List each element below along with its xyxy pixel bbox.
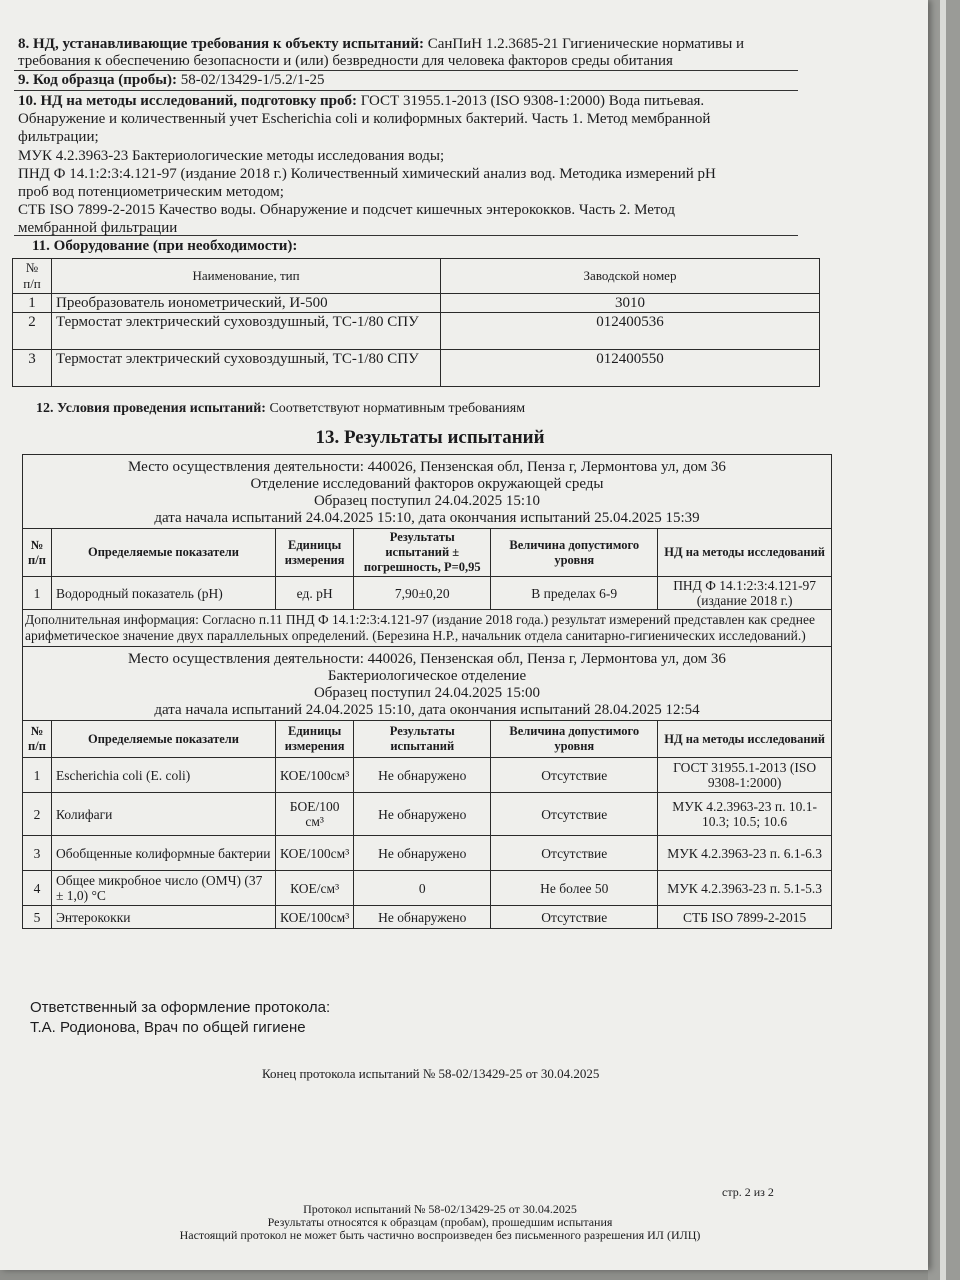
indicator-name: Общее микробное число (ОМЧ) (37 ± 1,0) °С — [52, 871, 276, 906]
section-10-text: ГОСТ 31955.1-2013 (ISO 9308-1:2000) Вода питьевая. — [360, 93, 705, 109]
equipment-serial: 012400536 — [441, 313, 820, 350]
indicator-result: Не обнаружено — [354, 906, 491, 929]
sample-code: 58-02/13429-1/5.2/1-25 — [180, 72, 325, 88]
footer-line: Результаты относятся к образцам (пробам), прошедшим испытания — [267, 1215, 613, 1229]
section-10-label: 10. НД на методы исследований, подготовку проб: — [18, 93, 357, 109]
indicator-result: 7,90±0,20 — [354, 577, 491, 610]
col-number-header: № п/п — [23, 721, 52, 758]
section-10-line: проб вод потенциометрическим методом; — [18, 184, 284, 201]
indicator-unit: КОЕ/100см³ — [276, 758, 354, 793]
footer-line: Протокол испытаний № 58-02/13429-25 от 30.04.2025 — [303, 1202, 577, 1216]
sheet-edge — [940, 0, 946, 1280]
indicator-limit: В пределах 6-9 — [491, 577, 658, 610]
row-number: 1 — [13, 294, 52, 313]
col-number-header: № п/п — [13, 259, 52, 294]
indicator-result: Не обнаружено — [354, 758, 491, 793]
table-row — [23, 836, 832, 871]
col-limit-header: Величина допустимого уровня — [491, 529, 658, 577]
indicator-method: ГОСТ 31955.1-2013 (ISO 9308-1:2000) — [658, 758, 832, 793]
equipment-header-row — [13, 259, 820, 294]
indicator-method: МУК 4.2.3963-23 п. 10.1-10.3; 10.5; 10.6 — [658, 793, 832, 836]
indicator-name: Энтерококки — [52, 906, 276, 929]
section-9 — [18, 72, 800, 89]
indicator-name: Колифаги — [52, 793, 276, 836]
row-number: 2 — [23, 793, 52, 836]
section-10-line: мембранной фильтрации — [18, 220, 178, 237]
indicator-limit: Отсутствие — [491, 758, 658, 793]
block-2-header-row — [23, 721, 832, 758]
section-12-label: 12. Условия проведения испытаний: — [36, 401, 266, 416]
equipment-serial: 3010 — [441, 294, 820, 313]
section-10-line: Обнаружение и количественный учет Escherichia coli и колиформных бактерий. Часть 1. Метод мембранной — [18, 111, 711, 128]
row-number: 1 — [23, 758, 52, 793]
block-2-info — [23, 647, 832, 721]
footer-line: Настоящий протокол не может быть частично воспроизведен без письменного разрешения ИЛ (ИЛЦ) — [179, 1228, 701, 1242]
table-row — [23, 906, 832, 929]
signature-title: Ответственный за оформление протокола: — [30, 999, 331, 1016]
section-12-text: Соответствуют нормативным требованиям — [269, 401, 526, 416]
table-row — [13, 313, 820, 350]
end-of-protocol: Конец протокола испытаний № 58-02/13429-25 от 30.04.2025 — [262, 1066, 600, 1081]
results-title: 13. Результаты испытаний — [315, 427, 545, 448]
indicator-result: Не обнаружено — [354, 836, 491, 871]
indicator-limit: Не более 50 — [491, 871, 658, 906]
block-1-department: Отделение исследований факторов окружающей среды — [250, 476, 604, 492]
table-row — [13, 294, 820, 313]
block-1-received: Образец поступил 24.04.2025 15:10 — [313, 493, 541, 509]
row-number: 5 — [23, 906, 52, 929]
section-11 — [32, 238, 814, 255]
indicator-name: Обобщенные колиформные бактерии — [52, 836, 276, 871]
divider — [14, 90, 798, 91]
indicator-unit: БОЕ/100 см³ — [276, 793, 354, 836]
row-number: 3 — [23, 836, 52, 871]
indicator-unit: ед. pH — [276, 577, 354, 610]
indicator-limit: Отсутствие — [491, 793, 658, 836]
signature-block — [30, 998, 330, 1038]
divider — [14, 235, 798, 236]
indicator-unit: КОЕ/100см³ — [276, 836, 354, 871]
col-method-header: НД на методы исследований — [658, 721, 832, 758]
section-10-line: СТБ ISO 7899-2-2015 Качество воды. Обнаружение и подсчет кишечных энтерококков. Часть 2. Метод — [18, 202, 675, 219]
indicator-unit: КОЕ/см³ — [276, 871, 354, 906]
additional-info: Дополнительная информация: Согласно п.11 ПНД Ф 14.1:2:3:4.121-97 (издание 2018 года.) результат измерений представлен как среднее арифметическое значение двух параллельных определений. (Березина Н.Р., начальник отдела санитарно-гигиенических исследований.) — [23, 610, 832, 647]
block-2-received: Образец поступил 24.04.2025 15:00 — [313, 685, 541, 701]
indicator-name: Водородный показатель (рН) — [52, 577, 276, 610]
section-10-line: фильтрации; — [18, 129, 99, 146]
indicator-method: МУК 4.2.3963-23 п. 6.1-6.3 — [658, 836, 832, 871]
row-number: 2 — [13, 313, 52, 350]
section-8 — [18, 36, 800, 70]
col-indicator-header: Определяемые показатели — [52, 721, 276, 758]
section-8-label: 8. НД, устанавливающие требования к объекту испытаний: — [18, 36, 424, 52]
block-1-place: Место осуществления деятельности: 440026, Пензенская обл, Пенза г, Лермонтова ул, дом 36 — [128, 459, 726, 475]
equipment-name: Преобразователь ионометрический, И-500 — [52, 294, 441, 313]
results-table-1 — [22, 454, 832, 929]
table-row — [23, 793, 832, 836]
col-method-header: НД на методы исследований — [658, 529, 832, 577]
indicator-limit: Отсутствие — [491, 836, 658, 871]
col-limit-header: Величина допустимого уровня — [491, 721, 658, 758]
col-result-header: Результаты испытаний ± погрешность, P=0,95 — [354, 529, 491, 577]
equipment-name: Термостат электрический суховоздушный, ТС-1/80 СПУ — [52, 350, 441, 387]
block-1-header-row — [23, 529, 832, 577]
table-row — [23, 577, 832, 610]
table-row — [23, 758, 832, 793]
indicator-method: МУК 4.2.3963-23 п. 5.1-5.3 — [658, 871, 832, 906]
indicator-result: 0 — [354, 871, 491, 906]
section-8-text-cont: требования к обеспечению безопасности и (или) безвредности для человека факторов среды обитания — [18, 53, 673, 69]
equipment-name: Термостат электрический суховоздушный, ТС-1/80 СПУ — [52, 313, 441, 350]
block-1-info — [23, 455, 832, 529]
row-number: 3 — [13, 350, 52, 387]
signature-name: Т.А. Родионова, Врач по общей гигиене — [30, 1019, 306, 1036]
col-unit-header: Единицы измерения — [276, 529, 354, 577]
section-8-text: СанПиН 1.2.3685-21 Гигиенические нормативы и — [427, 36, 745, 52]
col-result-header: Результаты испытаний — [354, 721, 491, 758]
additional-info-row — [23, 610, 832, 647]
col-name-header: Наименование, тип — [52, 259, 441, 294]
indicator-method: ПНД Ф 14.1:2:3:4.121-97 (издание 2018 г.) — [658, 577, 832, 610]
indicator-name: Escherichia coli (E. coli) — [52, 758, 276, 793]
section-10-line: МУК 4.2.3963-23 Бактериологические методы исследования воды; — [18, 147, 445, 164]
section-9-label: 9. Код образца (пробы): — [18, 72, 177, 88]
divider — [14, 70, 798, 71]
col-indicator-header: Определяемые показатели — [52, 529, 276, 577]
indicator-result: Не обнаружено — [354, 793, 491, 836]
page-number: стр. 2 из 2 — [722, 1185, 774, 1199]
section-11-label: 11. Оборудование (при необходимости): — [32, 238, 298, 254]
block-1-dates: дата начала испытаний 24.04.2025 15:10, дата окончания испытаний 25.04.2025 15:39 — [154, 510, 700, 526]
section-10-line: ПНД Ф 14.1:2:3:4.121-97 (издание 2018 г.) Количественный химический анализ вод. Методика измерений pH — [18, 165, 716, 182]
equipment-table — [12, 258, 820, 387]
equipment-serial: 012400550 — [441, 350, 820, 387]
block-2-department: Бактериологическое отделение — [327, 668, 527, 684]
block-2-dates: дата начала испытаний 24.04.2025 15:10, дата окончания испытаний 28.04.2025 12:54 — [154, 702, 700, 718]
section-10 — [18, 92, 800, 238]
indicator-unit: КОЕ/100см³ — [276, 906, 354, 929]
indicator-limit: Отсутствие — [491, 906, 658, 929]
col-number-header: № п/п — [23, 529, 52, 577]
row-number: 1 — [23, 577, 52, 610]
table-row — [13, 350, 820, 387]
table-row — [23, 871, 832, 906]
col-unit-header: Единицы измерения — [276, 721, 354, 758]
indicator-method: СТБ ISO 7899-2-2015 — [658, 906, 832, 929]
section-12 — [36, 400, 818, 417]
col-serial-header: Заводской номер — [441, 259, 820, 294]
row-number: 4 — [23, 871, 52, 906]
block-2-place: Место осуществления деятельности: 440026, Пензенская обл, Пенза г, Лермонтова ул, дом 36 — [128, 651, 726, 667]
